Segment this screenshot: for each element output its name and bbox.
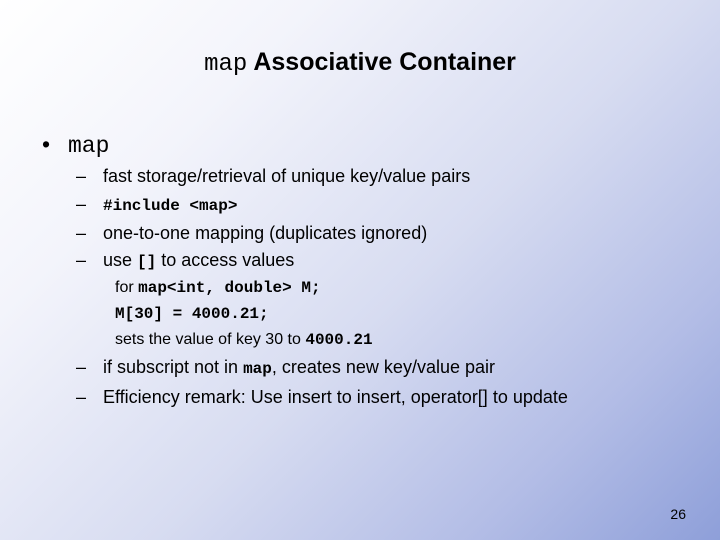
subscript-suffix: , creates new key/value pair	[271, 357, 495, 377]
dash-item-storage	[76, 166, 470, 187]
dash-item-subscript	[76, 357, 495, 378]
example-line-3	[115, 331, 373, 349]
dash-text: Efficiency remark: Use insert to insert, operator[] to update	[103, 387, 568, 407]
access-prefix: use	[103, 250, 138, 270]
dash-item-include	[76, 194, 237, 215]
example-code: M[30] = 4000.21;	[115, 305, 269, 323]
include-code: #include <map>	[103, 197, 238, 215]
page-number: 26	[670, 506, 686, 522]
dash-item-mapping	[76, 223, 427, 244]
bullet-text: map	[68, 133, 110, 159]
example-line-2	[115, 305, 269, 323]
dash-marker: –	[76, 357, 87, 377]
title-code: map	[204, 51, 248, 78]
dash-marker: –	[76, 250, 87, 270]
dash-marker: –	[76, 223, 87, 243]
example-prefix: sets the value of key 30 to	[115, 331, 306, 348]
access-code: []	[137, 253, 157, 271]
dash-item-efficiency	[76, 387, 568, 408]
bullet-marker: •	[42, 131, 51, 157]
dash-marker: –	[76, 166, 87, 186]
example-prefix: for	[115, 279, 139, 296]
access-suffix: to access values	[156, 250, 295, 270]
example-code: 4000.21	[305, 331, 373, 349]
example-line-1	[115, 279, 321, 297]
example-code: map<int, double> M;	[138, 279, 321, 297]
slide-title	[0, 48, 720, 78]
main-bullet	[42, 131, 109, 159]
subscript-code: map	[243, 360, 272, 378]
dash-item-access	[76, 250, 294, 271]
dash-text: one-to-one mapping (duplicates ignored)	[103, 223, 428, 243]
subscript-prefix: if subscript not in	[103, 357, 244, 377]
title-text: Associative Container	[253, 48, 516, 76]
dash-text: fast storage/retrieval of unique key/value pairs	[103, 166, 471, 186]
dash-marker: –	[76, 194, 87, 214]
dash-marker: –	[76, 387, 87, 407]
